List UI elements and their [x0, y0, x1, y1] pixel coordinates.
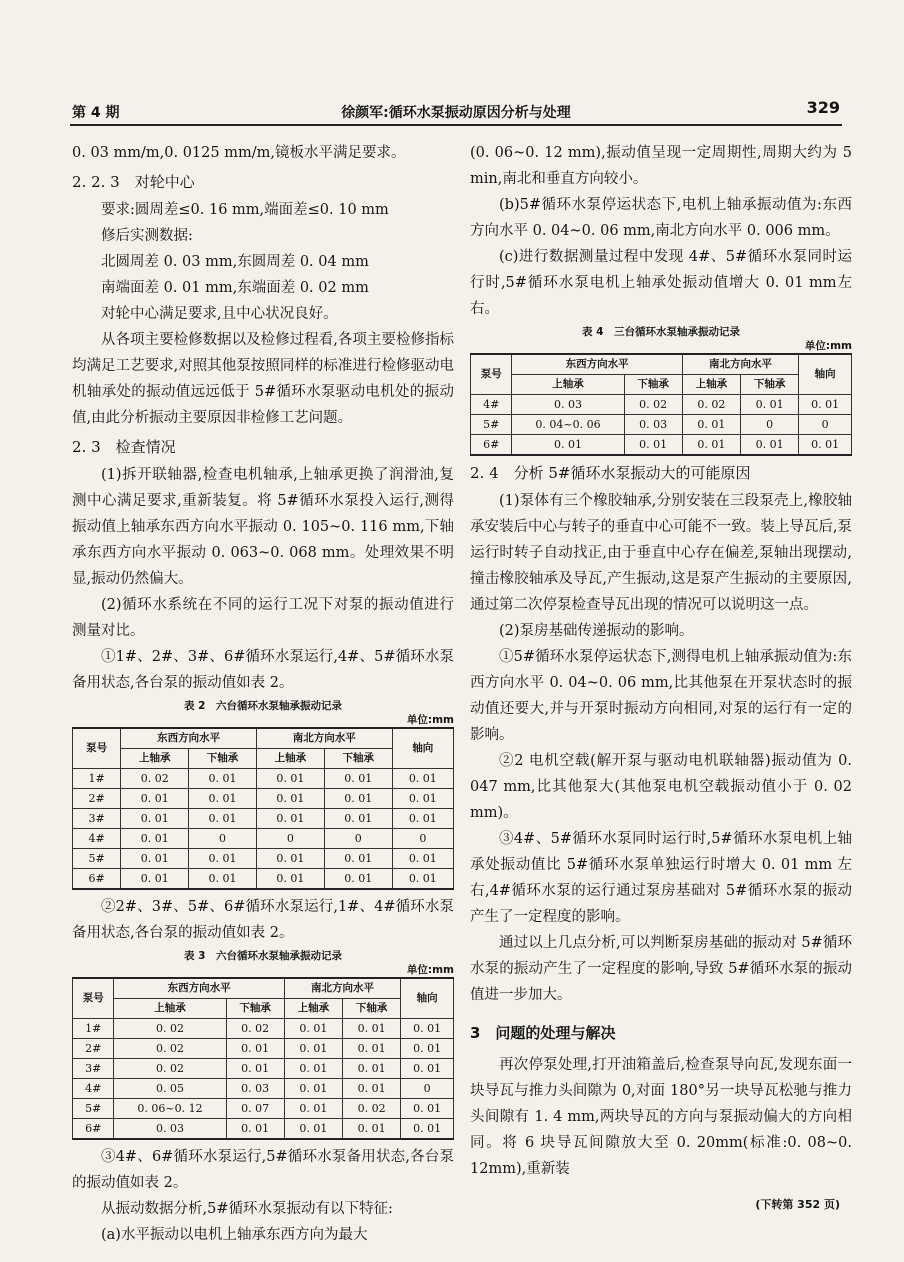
value-cell: 0. 01 [682, 415, 740, 435]
paragraph: (1)拆开联轴器,检查电机轴承,上轴承更换了润滑油,复测中心满足要求,重新装复。将 5#循环水泵投入运行,测得振动值上轴承东西方向水平振动 0. 105~0. 116 mm,下轴承东西方向水平振动 0. 063~0. 068 mm。处理效果不明显,振动仍然偏大。 [72, 467, 454, 587]
pump-id-cell: 4# [73, 1079, 114, 1099]
value-cell: 0. 01 [799, 395, 852, 415]
value-cell: 0. 01 [392, 849, 453, 869]
value-cell: 0. 01 [343, 1039, 401, 1059]
table-row [73, 869, 454, 890]
col-ew-upper: 上轴承 [114, 999, 226, 1019]
paragraph: 再次停泵处理,打开油箱盖后,检查泵导向瓦,发现东面一块导瓦与推力头间隙为 0,对面 180°另一块导瓦松驰与推力头间隙有 1. 4 mm,两块导瓦的方向与泵振动偏大的方向相同。将 6 块导瓦间隙放大至 0. 20mm(标准:0. 08~0. 12mm),重新装 [470, 1057, 852, 1177]
value-cell: 0. 01 [284, 1119, 342, 1140]
value-cell: 0. 01 [392, 869, 453, 890]
table-2 [72, 727, 454, 890]
value-cell: 0. 01 [284, 1099, 342, 1119]
pump-id-cell: 4# [471, 395, 512, 415]
value-cell: 0. 01 [392, 769, 453, 789]
value-cell: 0. 01 [121, 829, 189, 849]
value-cell: 0. 02 [682, 395, 740, 415]
paragraph: 从各项主要检修数据以及检修过程看,各项主要检修指标均满足工艺要求,对照其他泵按照同样的标准进行检修驱动电机轴承处的振动值远远低于 5#循环水泵驱动电机处的振动值,由此分析振动主要原因非检修工艺问题。 [72, 332, 454, 426]
value-cell: 0 [256, 829, 324, 849]
value-cell: 0. 02 [624, 395, 682, 415]
value-cell: 0. 02 [226, 1019, 284, 1039]
pump-id-cell: 3# [73, 809, 121, 829]
table-3-caption: 表 3 六台循环水泵轴承振动记录 [184, 950, 342, 962]
right-column [470, 140, 852, 1182]
value-cell: 0. 01 [343, 1119, 401, 1140]
table-4-body [471, 395, 852, 456]
pump-id-cell: 2# [73, 789, 121, 809]
value-cell: 0. 02 [114, 1059, 226, 1079]
table-row [73, 829, 454, 849]
value-cell: 0. 07 [226, 1099, 284, 1119]
value-cell: 0. 01 [284, 1019, 342, 1039]
value-cell: 0. 01 [324, 849, 392, 869]
value-cell: 0. 01 [284, 1079, 342, 1099]
paragraph: (2)泵房基础传递振动的影响。 [499, 623, 694, 639]
paragraph: 0. 03 mm/m,0. 0125 mm/m,镜板水平满足要求。 [72, 145, 406, 161]
col-ew-upper: 上轴承 [512, 375, 624, 395]
col-ew: 东西方向水平 [512, 354, 682, 375]
table-row [73, 1059, 454, 1079]
value-cell: 0. 01 [799, 435, 852, 456]
value-cell: 0. 03 [624, 415, 682, 435]
table-2-body [73, 769, 454, 890]
paragraph: ②2 电机空载(解开泵与驱动电机联轴器)振动值为 0. 047 mm,比其他泵大(其他泵电机空载振动值小于 0. 02 mm)。 [470, 753, 852, 821]
col-ew: 东西方向水平 [114, 978, 284, 999]
value-cell: 0 [392, 829, 453, 849]
col-ns-lower: 下轴承 [343, 999, 401, 1019]
value-cell: 0. 03 [114, 1119, 226, 1140]
value-cell: 0. 01 [226, 1039, 284, 1059]
value-cell: 0. 02 [343, 1099, 401, 1119]
value-cell: 0. 01 [256, 809, 324, 829]
value-cell: 0 [741, 415, 799, 435]
col-ns-lower: 下轴承 [324, 749, 392, 769]
table-3-unit: 单位:mm [406, 964, 454, 976]
col-ew-upper: 上轴承 [121, 749, 189, 769]
value-cell: 0. 01 [324, 869, 392, 890]
pump-id-cell: 6# [471, 435, 512, 456]
issue-number: 第 4 期 [72, 105, 120, 121]
paragraph: ③4#、6#循环水泵运行,5#循环水泵备用状态,各台泵的振动值如表 2。 [72, 1149, 454, 1191]
table-row [73, 1019, 454, 1039]
value-cell: 0. 01 [189, 809, 257, 829]
table-row [471, 395, 852, 415]
value-cell: 0. 01 [284, 1039, 342, 1059]
pump-id-cell: 5# [471, 415, 512, 435]
value-cell: 0. 03 [226, 1079, 284, 1099]
pump-id-cell: 3# [73, 1059, 114, 1079]
value-cell: 0. 01 [401, 1019, 454, 1039]
col-ns: 南北方向水平 [284, 978, 401, 999]
paragraph: 从振动数据分析,5#循环水泵振动有以下特征: [101, 1201, 393, 1217]
value-cell: 0. 02 [121, 769, 189, 789]
value-cell: 0 [189, 829, 257, 849]
table-4 [470, 353, 852, 456]
paragraph: (c)进行数据测量过程中发现 4#、5#循环水泵同时运行时,5#循环水泵电机上轴承处振动值增大 0. 01 mm左右。 [470, 249, 852, 317]
paragraph: ②2#、3#、5#、6#循环水泵运行,1#、4#循环水泵备用状态,各台泵的振动值如表 2。 [72, 899, 454, 941]
section-heading-2-2-3: 2. 2. 3 对轮中心 [72, 173, 195, 191]
measured-label: 修后实测数据: [101, 228, 193, 244]
col-ew-lower: 下轴承 [226, 999, 284, 1019]
measured-data-2: 南端面差 0. 01 mm,东端面差 0. 02 mm [101, 280, 369, 296]
value-cell: 0 [401, 1079, 454, 1099]
table-row [73, 849, 454, 869]
pump-id-cell: 6# [73, 869, 121, 890]
col-ew: 东西方向水平 [121, 728, 257, 749]
value-cell: 0. 01 [121, 869, 189, 890]
col-ns-upper: 上轴承 [682, 375, 740, 395]
value-cell: 0. 04~0. 06 [512, 415, 624, 435]
running-title: 徐颜军:循环水泵振动原因分析与处理 [341, 105, 571, 121]
value-cell: 0. 01 [121, 809, 189, 829]
value-cell: 0. 03 [512, 395, 624, 415]
table-2-unit: 单位:mm [406, 714, 454, 726]
col-ew-lower: 下轴承 [624, 375, 682, 395]
value-cell: 0. 02 [114, 1039, 226, 1059]
running-header [70, 96, 842, 126]
value-cell: 0. 01 [256, 849, 324, 869]
pump-id-cell: 4# [73, 829, 121, 849]
table-4-caption: 表 4 三台循环水泵轴承振动记录 [582, 326, 740, 338]
value-cell: 0. 01 [256, 789, 324, 809]
value-cell: 0. 01 [401, 1099, 454, 1119]
paragraph: (a)水平振动以电机上轴承东西方向为最大 [101, 1227, 368, 1243]
value-cell: 0. 01 [256, 769, 324, 789]
table-row [471, 435, 852, 456]
col-pump: 泵号 [471, 354, 512, 395]
value-cell: 0. 01 [189, 789, 257, 809]
pump-id-cell: 1# [73, 769, 121, 789]
col-axial: 轴向 [799, 354, 852, 395]
paragraph: ①5#循环水泵停运状态下,测得电机上轴承振动值为:东西方向水平 0. 04~0. 06 mm,比其他泵在开泵状态时的振动值还要大,并与开泵时振动方向相同,对泵的运行有一定的影响。 [470, 649, 852, 743]
pump-id-cell: 2# [73, 1039, 114, 1059]
col-axial: 轴向 [392, 728, 453, 769]
table-2-caption: 表 2 六台循环水泵轴承振动记录 [184, 700, 342, 712]
table-row [73, 1039, 454, 1059]
table-row [73, 1119, 454, 1140]
col-ns-lower: 下轴承 [741, 375, 799, 395]
pump-id-cell: 5# [73, 849, 121, 869]
result-text: 对轮中心满足要求,且中心状况良好。 [101, 306, 338, 322]
col-pump: 泵号 [73, 978, 114, 1019]
requirement-text: 要求:圆周差≤0. 16 mm,端面差≤0. 10 mm [101, 202, 389, 218]
value-cell: 0 [799, 415, 852, 435]
table-row [73, 1079, 454, 1099]
value-cell: 0. 01 [343, 1079, 401, 1099]
pump-id-cell: 5# [73, 1099, 114, 1119]
table-row [73, 789, 454, 809]
paragraph: (b)5#循环水泵停运状态下,电机上轴承振动值为:东西方向水平 0. 04~0. 06 mm,南北方向水平 0. 006 mm。 [470, 197, 852, 239]
value-cell: 0. 01 [324, 809, 392, 829]
value-cell: 0. 01 [226, 1119, 284, 1140]
table-4-unit: 单位:mm [804, 340, 852, 352]
value-cell: 0. 01 [741, 395, 799, 415]
continued-note: (下转第 352 页) [755, 1198, 840, 1211]
value-cell: 0. 06~0. 12 [114, 1099, 226, 1119]
col-ns-upper: 上轴承 [284, 999, 342, 1019]
value-cell: 0. 01 [189, 869, 257, 890]
table-3-body [73, 1019, 454, 1140]
value-cell: 0. 01 [392, 809, 453, 829]
paragraph: 通过以上几点分析,可以判断泵房基础的振动对 5#循环水泵的振动产生了一定程度的影响,导致 5#循环水泵的振动值进一步加大。 [470, 935, 852, 1003]
value-cell: 0. 01 [401, 1039, 454, 1059]
value-cell: 0. 01 [226, 1059, 284, 1079]
pump-id-cell: 6# [73, 1119, 114, 1140]
table-row [73, 1099, 454, 1119]
table-row [73, 809, 454, 829]
value-cell: 0. 01 [512, 435, 624, 456]
value-cell: 0. 01 [682, 435, 740, 456]
section-heading-2-4: 2. 4 分析 5#循环水泵振动大的可能原因 [470, 464, 751, 482]
value-cell: 0. 01 [121, 849, 189, 869]
col-ns-upper: 上轴承 [256, 749, 324, 769]
value-cell: 0. 01 [401, 1059, 454, 1079]
value-cell: 0. 01 [324, 769, 392, 789]
section-heading-3: 3 问题的处理与解决 [470, 1024, 616, 1042]
value-cell: 0. 01 [401, 1119, 454, 1140]
section-heading-2-3: 2. 3 检查情况 [72, 438, 176, 456]
value-cell: 0. 01 [189, 849, 257, 869]
col-ns: 南北方向水平 [682, 354, 799, 375]
measured-data-1: 北圆周差 0. 03 mm,东圆周差 0. 04 mm [101, 254, 369, 270]
page-number: 329 [806, 98, 840, 117]
paragraph: ③4#、5#循环水泵同时运行时,5#循环水泵电机上轴承处振动值比 5#循环水泵单独运行时增大 0. 01 mm 左右,4#循环水泵的运行通过泵房基础对 5#循环水泵的振动产生了一定程度的影响。 [470, 831, 852, 925]
value-cell: 0. 01 [284, 1059, 342, 1079]
paragraph: (2)循环水系统在不同的运行工况下对泵的振动值进行测量对比。 [72, 597, 454, 639]
col-ew-lower: 下轴承 [189, 749, 257, 769]
left-column [72, 140, 454, 1248]
value-cell: 0. 05 [114, 1079, 226, 1099]
pump-id-cell: 1# [73, 1019, 114, 1039]
value-cell: 0. 01 [256, 869, 324, 890]
value-cell: 0. 01 [624, 435, 682, 456]
table-row [471, 415, 852, 435]
value-cell: 0. 01 [343, 1059, 401, 1079]
value-cell: 0. 01 [189, 769, 257, 789]
table-3 [72, 977, 454, 1140]
paragraph: (1)泵体有三个橡胶轴承,分别安装在三段泵壳上,橡胶轴承安装后中心与转子的垂直中心可能不一致。装上导瓦后,泵运行时转子自动找正,由于垂直中心存在偏差,泵轴出现摆动,撞击橡胶轴承及导瓦,产生振动,这是泵产生振动的主要原因,通过第二次停泵检查导瓦出现的情况可以说明这一点。 [470, 493, 852, 613]
value-cell: 0. 01 [343, 1019, 401, 1039]
paragraph: ①1#、2#、3#、6#循环水泵运行,4#、5#循环水泵备用状态,各台泵的振动值如表 2。 [72, 649, 454, 691]
value-cell: 0. 02 [114, 1019, 226, 1039]
table-row [73, 769, 454, 789]
value-cell: 0. 01 [741, 435, 799, 456]
paragraph: (0. 06~0. 12 mm),振动值呈现一定周期性,周期大约为 5 min,南北和垂直方向较小。 [470, 145, 852, 187]
col-axial: 轴向 [401, 978, 454, 1019]
col-ns: 南北方向水平 [256, 728, 392, 749]
value-cell: 0. 01 [324, 789, 392, 809]
value-cell: 0 [324, 829, 392, 849]
value-cell: 0. 01 [121, 789, 189, 809]
value-cell: 0. 01 [392, 789, 453, 809]
col-pump: 泵号 [73, 728, 121, 769]
